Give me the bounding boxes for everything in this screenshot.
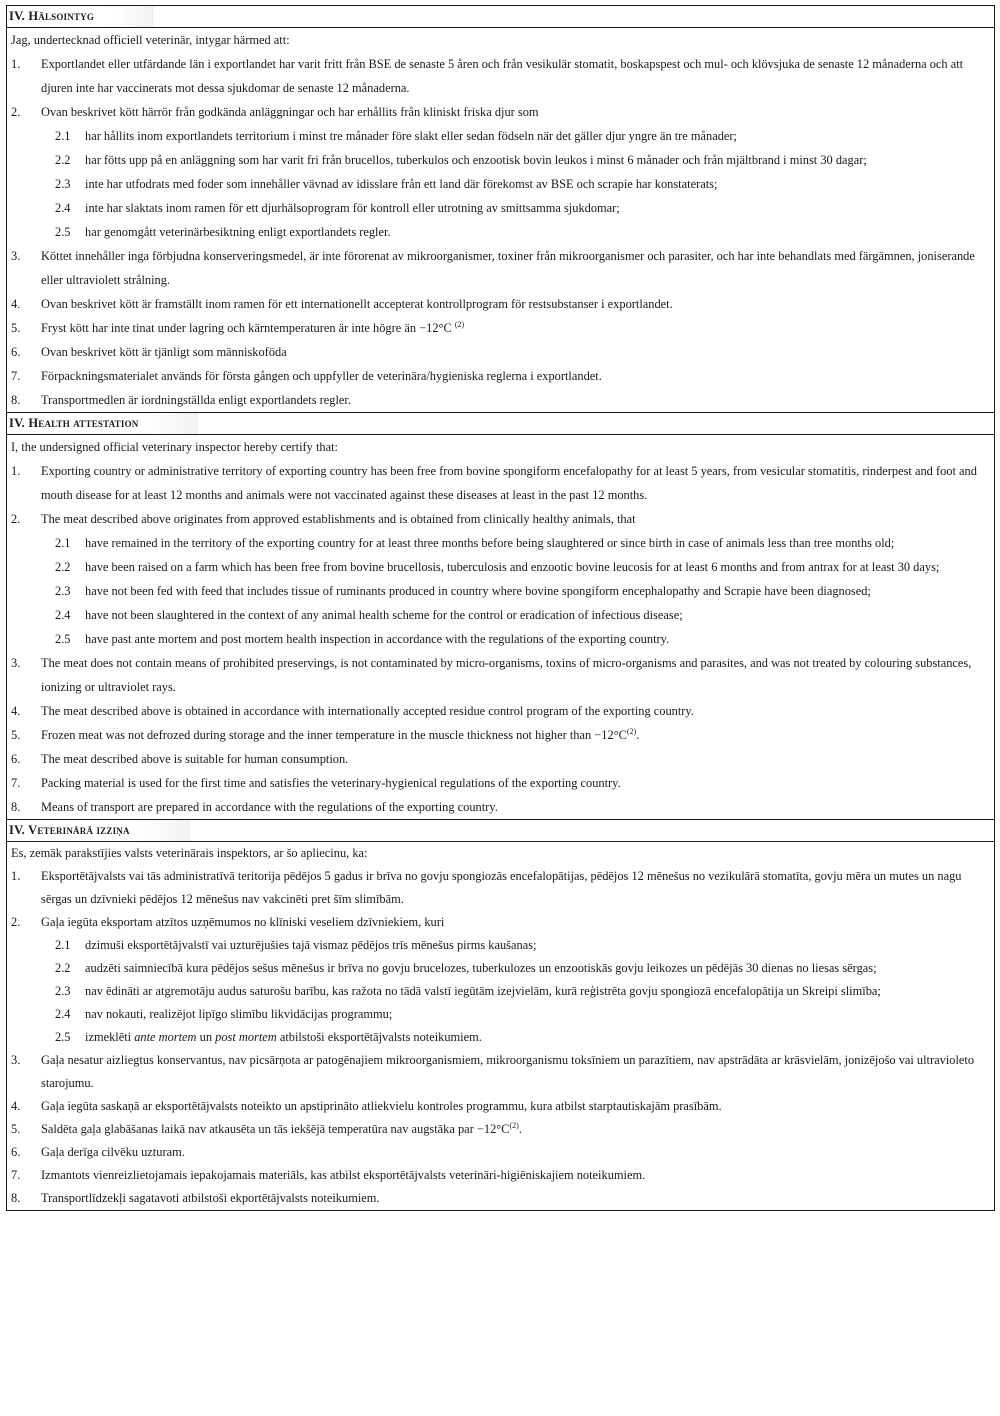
section-intro: Es, zemāk parakstījies valsts veterinārais inspektors, ar šo apliecinu, ka: (11, 846, 368, 860)
list-item: 8. Transportmedlen är iordningställda enligt exportlandets regler. (11, 393, 351, 407)
sub-item: 2.3 nav ēdināti ar atgremotāju audus saturošu barību, kas ražota no tādā valstī iegūtām izejvielām, kurā reģistrēta govju spongiozā encefalopātija un Skreipi slimība; (55, 984, 881, 998)
footnote-ref: (2) (509, 1120, 519, 1130)
section-latvian (6, 819, 995, 1211)
list-item: 2. The meat described above originates from approved establishments and is obtained from clinically healthy animals, that (11, 512, 636, 526)
sub-item: 2.5 have past ante mortem and post mortem health inspection in accordance with the regulations of the exporting country. (55, 632, 670, 646)
sub-item: 2.3 inte har utfodrats med foder som innehåller vävnad av idisslare från ett land där förekomst av BSE och scrapie har konstaterats; (55, 177, 718, 191)
sub-item: 2.5 izmeklēti ante mortem un post mortem atbilstoši eksportētājvalsts noteikumiem. (55, 1030, 482, 1044)
sub-item: 2.1 har hållits inom exportlandets territorium i minst tre månader före slakt eller sedan födseln när det gäller djur yngre än tre månader; (55, 129, 738, 143)
sub-item: 2.1 dzimuši eksportētājvalstī vai uzturējušies tajā vismaz pēdējos trīs mēnešus pirms kaušanas; (55, 938, 537, 952)
list-item: 1. Exportlandet eller utfärdande län i exportlandet har varit fritt från BSE de senaste 5 åren och från vesikulär stomatit, boskapspest och mul- och klövsjuka de senaste 12 månaderna och att djuren inte har vaccinerats mot dessa sjukdomar de senaste 12 månaderna. (11, 57, 964, 95)
sub-item: 2.4 nav nokauti, realizējot lipīgo slimību likvidācijas programmu; (55, 1007, 393, 1021)
list-item: 6. Ovan beskrivet kött är tjänligt som människoföda (11, 345, 287, 359)
section-heading: IV. Veterinārā izziņa (7, 820, 994, 842)
list-item: 7. Izmantots vienreizlietojamais iepakojamais materiāls, kas atbilst eksportētājvalsts veterināri-higiēniskajiem noteikumiem. (11, 1168, 646, 1182)
footnote-ref: (2) (454, 319, 465, 329)
list-item: 5. Saldēta gaļa glabāšanas laikā nav atkausēta un tās iekšējā temperatūra nav augstāka par $-12^\circ C^{(2)}$. (11, 1120, 522, 1136)
list-item: 3. The meat does not contain means of prohibited preservings, is not contaminated by micro-organisms, toxins of micro-organisms and parasites, and was not treated by colouring substances, ionizing or ultraviolet rays. (11, 656, 972, 694)
sub-item: 2.1 have remained in the territory of the exporting country for at least three months before being slaughtered or since birth in case of animals less than tree months old; (55, 536, 895, 550)
list-item: 3. Gaļa nesatur aizliegtus konservantus, nav picsārņota ar patogēnajiem mikroorganismiem, mikroorganismu toksīniem un parazītiem, nav apstrādāta ar krāsvielām, jonizējošo vai ultravioleto starojumu. (11, 1053, 975, 1090)
section-heading: IV. Hälsointyg (7, 6, 994, 28)
section-swedish (6, 5, 995, 412)
list-item: 4. Gaļa iegūta saskaņā ar eksportētājvalsts noteikto un apstiprināto atliekvielu kontroles programmu, kura atbilst starptautiskajām prasībām. (11, 1099, 722, 1113)
section-intro: Jag, undertecknad officiell veterinär, intygar härmed att: (11, 33, 290, 47)
list-item: 3. Köttet innehåller inga förbjudna konserveringsmedel, är inte förorenat av mikroorganismer, toxiner från mikroorganismer och parasiter, och har inte behandlats med färgämnen, joniserande eller ultraviolett strålning. (11, 249, 975, 287)
list-item: 7. Packing material is used for the first time and satisfies the veterinary-hygienical regulations of the exporting country. (11, 776, 621, 790)
list-item: 4. The meat described above is obtained in accordance with internationally accepted residue control program of the exporting country. (11, 704, 694, 718)
section-heading: IV. Health attestation (7, 413, 994, 435)
list-item: 4. Ovan beskrivet kött är framställt inom ramen för ett internationellt accepterat kontrollprogram för restsubstanser i exportlandet. (11, 297, 673, 311)
section-english (6, 412, 995, 819)
list-item: 2. Ovan beskrivet kött härrör från godkända anläggningar och har erhållits från kliniskt friska djur som (11, 105, 539, 119)
list-item: 5. Fryst kött har inte tinat under lagring och kärntemperaturen är inte högre än −12°C $^{(2)}$ (11, 319, 465, 335)
list-item: 7. Förpackningsmaterialet används för första gången och uppfyller de veterinära/hygieniska reglerna i exportlandet. (11, 369, 602, 383)
list-item: 1. Eksportētājvalsts vai tās administratīvā teritorija pēdējos 5 gadus ir brīva no govju spongiozās encefalopātijas, pēdējos 12 mēnešus no vezikulārā stomatīta, govju mēra un mutes un nagu sērgas un dzīvnieki pēdējos 12 mēnešus nav vakcinēti pret šīm slimībām. (11, 869, 962, 906)
list-item: 2. Gaļa iegūta eksportam atzītos uzņēmumos no klīniski veseliem dzīvniekiem, kuri (11, 915, 445, 929)
sub-item: 2.2 have been raised on a farm which has been free from bovine brucellosis, tuberculosis and enzootic bovine leucosis for at least 6 months and from antrax for at least 30 days; (55, 560, 940, 574)
list-item: 8. Transportlīdzekļi sagatavoti atbilstoši ekportētājvalsts noteikumiem. (11, 1191, 380, 1205)
sub-item: 2.5 har genomgått veterinärbesiktning enligt exportlandets regler. (55, 225, 391, 239)
sub-item: 2.4 have not been slaughtered in the context of any animal health scheme for the control or eradication of infectious disease; (55, 608, 683, 622)
list-item: 6. The meat described above is suitable for human consumption. (11, 752, 349, 766)
section-intro: I, the undersigned official veterinary inspector hereby certify that: (11, 440, 338, 454)
list-item: 5. Frozen meat was not defrozed during storage and the inner temperature in the muscle thickness not higher than $-12^\circ C^{(2)}$. (11, 726, 640, 742)
footnote-ref: (2) (626, 726, 637, 736)
list-item: 1. Exporting country or administrative territory of exporting country has been free from bovine spongiform encefalopathy for at least 5 years, from vesicular stomatitis, rinderpest and foot and mouth disease for at least 12 months and animals were not vaccinated against these diseases at least in the past 12 months. (11, 464, 977, 502)
list-item: 8. Means of transport are prepared in accordance with the regulations of the exporting country. (11, 800, 498, 814)
health-certificate-document (6, 5, 995, 1211)
sub-item: 2.4 inte har slaktats inom ramen för ett djurhälsoprogram för kontroll eller utrotning av smittsamma sjukdomar; (55, 201, 620, 215)
sub-item: 2.2 har fötts upp på en anläggning som har varit fri från brucellos, tuberkulos och enzootisk bovin leukos i minst 6 månader och från mjältbrand i minst 30 dagar; (55, 153, 867, 167)
list-item: 6. Gaļa derīga cilvēku uzturam. (11, 1145, 185, 1159)
sub-item: 2.3 have not been fed with feed that includes tissue of ruminants produced in country where bovine spongiform encephalopathy and Scrapie have been diagnosed; (55, 584, 871, 598)
sub-item: 2.2 audzēti saimniecībā kura pēdējos sešus mēnešus ir brīva no govju brucelozes, tuberkulozes un enzootiskās govju leikozes un pēdējās 30 dienas no liesas sērgas; (55, 961, 877, 975)
